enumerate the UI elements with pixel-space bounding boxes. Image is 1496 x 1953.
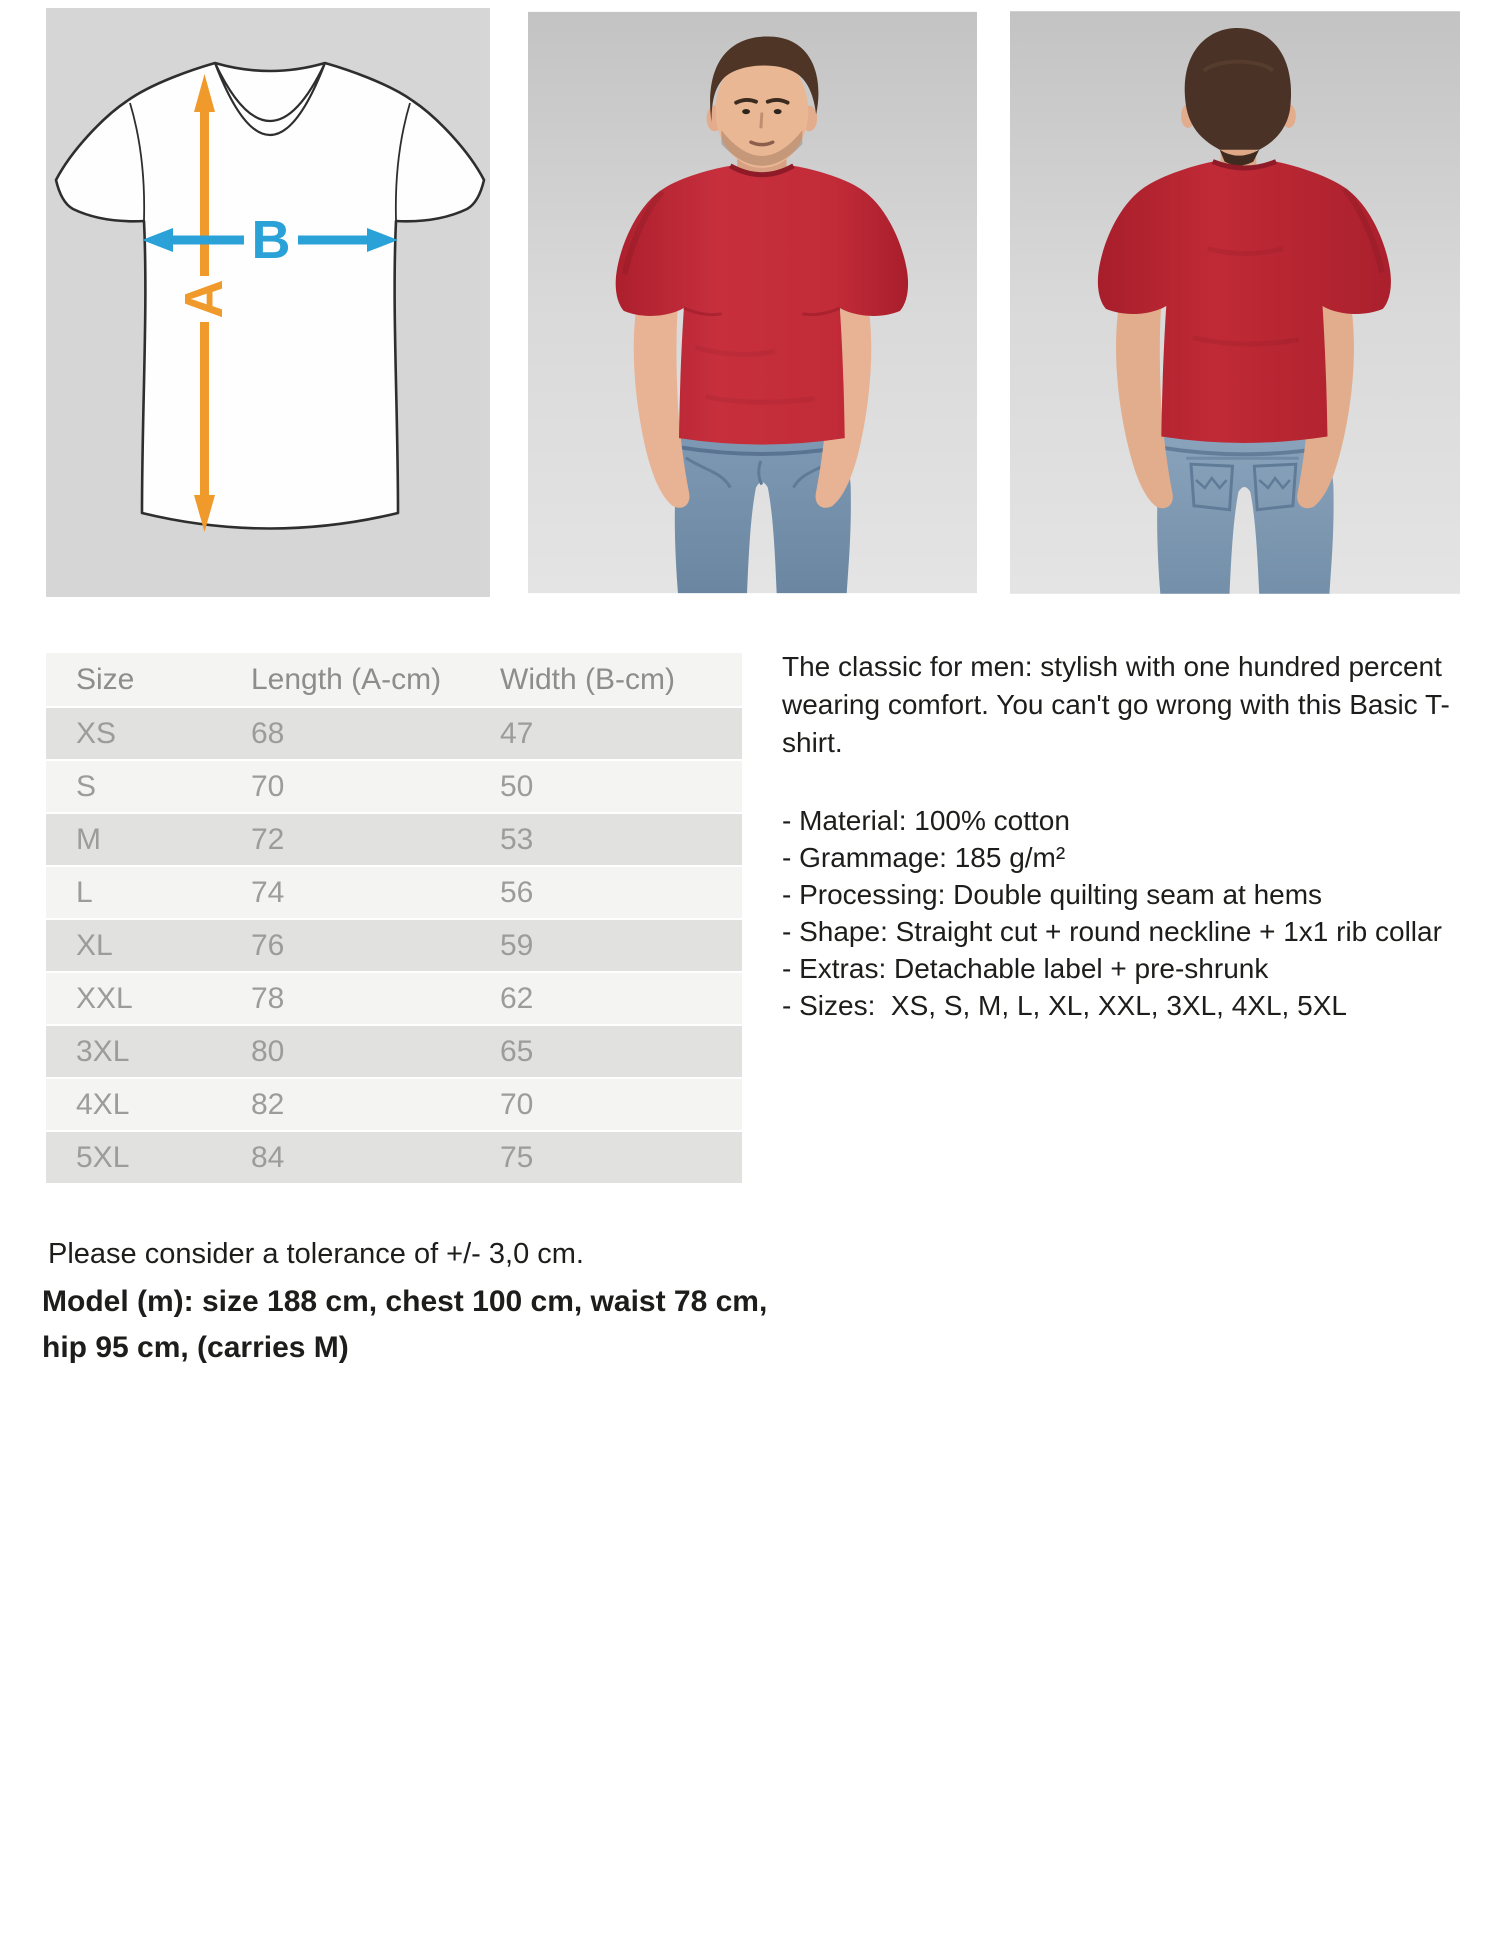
model-back-photo <box>1010 8 1460 597</box>
product-description <box>782 648 1496 1024</box>
table-row <box>46 1079 742 1130</box>
table-row <box>46 708 742 759</box>
table-cell-size: XS <box>76 716 117 750</box>
table-cell-value: 62 <box>500 981 534 1015</box>
table-cell-size: XXL <box>76 981 133 1015</box>
footer-notes <box>42 1238 802 1371</box>
table-cell-value: 84 <box>251 1140 285 1174</box>
size-table-header <box>46 653 742 706</box>
model-front-illustration <box>528 8 977 597</box>
table-cell-size: 3XL <box>76 1034 130 1068</box>
table-cell-value: 70 <box>251 769 285 803</box>
table-cell-value: 74 <box>251 875 285 909</box>
table-cell-value: 82 <box>251 1087 285 1121</box>
column-header-size: Size <box>76 662 135 696</box>
label-a: A <box>174 279 234 319</box>
table-row <box>46 973 742 1024</box>
table-row <box>46 1132 742 1183</box>
table-cell-size: M <box>76 822 101 856</box>
table-cell-value: 76 <box>251 928 285 962</box>
table-cell-value: 50 <box>500 769 534 803</box>
column-header-width: Width (B-cm) <box>500 662 675 696</box>
table-row <box>46 761 742 812</box>
table-cell-size: S <box>76 769 97 803</box>
table-cell-value: 47 <box>500 716 534 750</box>
table-cell-size: XL <box>76 928 113 962</box>
tshirt-diagram-drawing <box>46 8 490 597</box>
table-cell-value: 56 <box>500 875 534 909</box>
table-cell-value: 65 <box>500 1034 534 1068</box>
tshirt-measurement-diagram <box>46 8 490 597</box>
table-cell-value: 78 <box>251 981 285 1015</box>
description-intro: The classic for men: stylish with one hundred percent wearing comfort. You can't go wrong with this Basic T-shirt. <box>782 651 1450 758</box>
description-bullet: - Processing: Double quilting seam at hems <box>782 879 1323 910</box>
size-table-rows <box>46 708 742 1183</box>
table-row <box>46 920 742 971</box>
table-row <box>46 867 742 918</box>
tolerance-note: Please consider a tolerance of +/- 3,0 cm. <box>48 1238 584 1270</box>
table-cell-value: 68 <box>251 716 285 750</box>
model-measurements-note: Model (m): size 188 cm, chest 100 cm, waist 78 cm, hip 95 cm, (carries M) <box>42 1285 768 1364</box>
table-cell-value: 59 <box>500 928 534 962</box>
table-cell-value: 72 <box>251 822 285 856</box>
table-cell-size: 5XL <box>76 1140 130 1174</box>
table-cell-size: L <box>76 875 93 909</box>
table-row <box>46 814 742 865</box>
table-cell-value: 70 <box>500 1087 534 1121</box>
description-bullet: - Shape: Straight cut + round neckline + 1x1 rib collar <box>782 916 1442 947</box>
description-bullets <box>782 802 1496 1024</box>
table-cell-value: 75 <box>500 1140 534 1174</box>
model-front-photo <box>528 8 977 597</box>
label-b: B <box>251 210 291 270</box>
model-back-illustration <box>1010 8 1460 597</box>
description-bullet: - Grammage: 185 g/m² <box>782 842 1066 873</box>
table-row <box>46 1026 742 1077</box>
table-cell-value: 80 <box>251 1034 285 1068</box>
description-bullet: - Extras: Detachable label + pre-shrunk <box>782 953 1269 984</box>
column-header-length: Length (A-cm) <box>251 662 442 696</box>
description-bullet: - Material: 100% cotton <box>782 805 1070 836</box>
table-cell-value: 53 <box>500 822 534 856</box>
table-cell-size: 4XL <box>76 1087 130 1121</box>
description-bullet: - Sizes: XS, S, M, L, XL, XXL, 3XL, 4XL, 5XL <box>782 990 1347 1021</box>
size-table <box>46 653 742 1185</box>
